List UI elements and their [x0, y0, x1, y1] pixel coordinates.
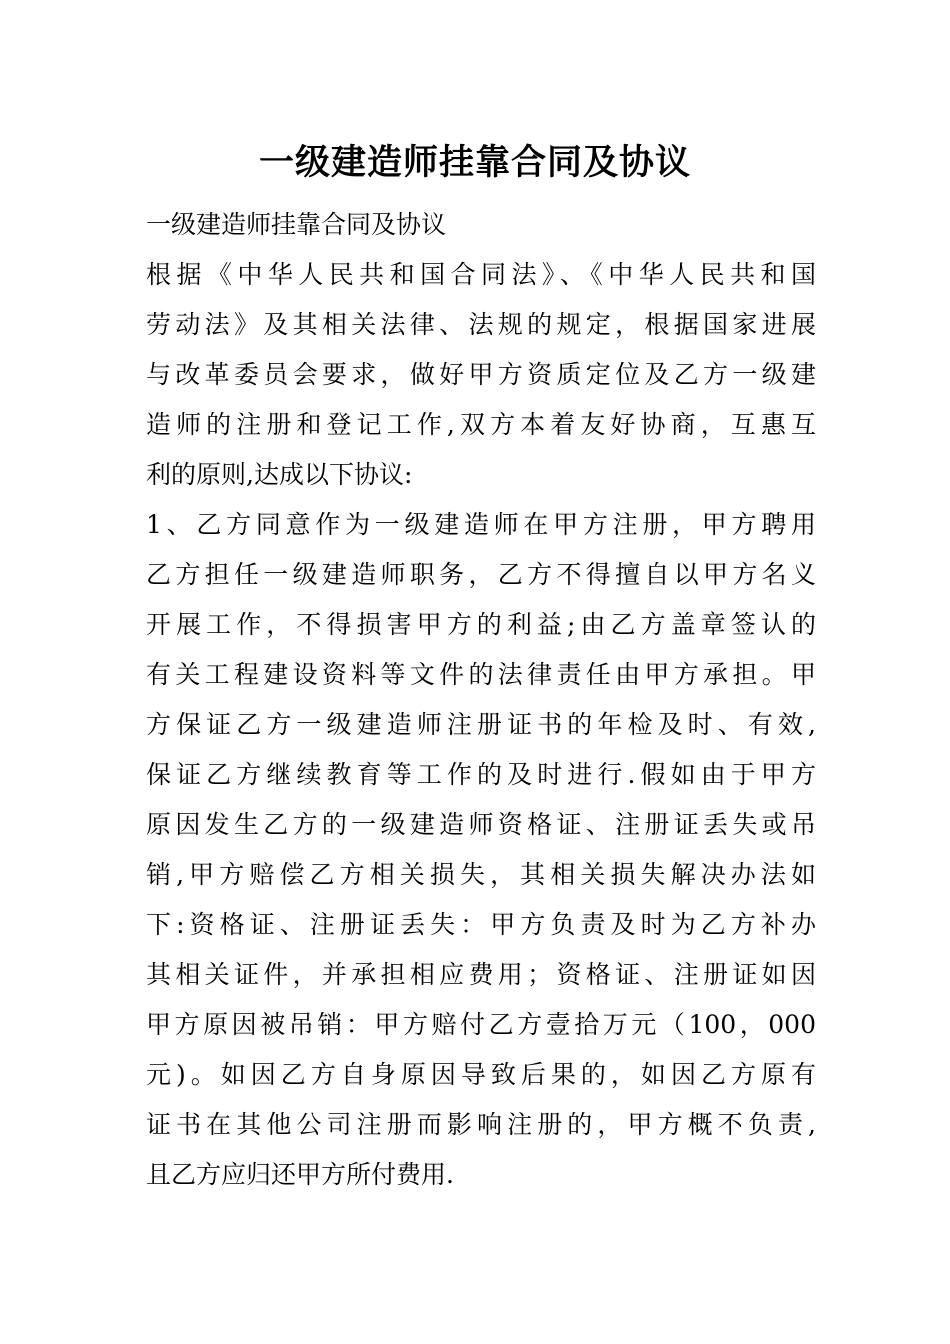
paragraph-line: 且乙方应归还甲方所付费用.: [146, 1160, 454, 1189]
paragraph-line: 造师的注册和登记工作,双方本着友好协商，互惠互: [146, 410, 816, 439]
paragraph-line: 销,甲方赔偿乙方相关损失，其相关损失解决办法如: [146, 860, 816, 889]
paragraph-line: 其相关证件，并承担相应费用；资格证、注册证如因: [146, 960, 816, 989]
paragraph-line: 1、乙方同意作为一级建造师在甲方注册，甲方聘用: [146, 510, 816, 539]
document-body: [146, 200, 816, 1200]
paragraph-line: 与改革委员会要求，做好甲方资质定位及乙方一级建: [146, 360, 816, 389]
document-title: 一级建造师挂靠合同及协议: [258, 142, 691, 183]
paragraph-line: 方保证乙方一级建造师注册证书的年检及时、有效,: [146, 710, 816, 739]
paragraph-line: 下:资格证、注册证丢失：甲方负责及时为乙方补办: [146, 910, 816, 939]
paragraph-line: 甲方原因被吊销：甲方赔付乙方壹拾万元（100，000: [146, 1010, 816, 1039]
paragraph-line: 有关工程建设资料等文件的法律责任由甲方承担。甲: [146, 660, 816, 689]
subtitle-line: 一级建造师挂靠合同及协议: [146, 210, 447, 239]
paragraph-line: 劳动法》及其相关法律、法规的规定，根据国家进展: [146, 310, 816, 339]
paragraph-line: 开展工作，不得损害甲方的利益;由乙方盖章签认的: [146, 610, 816, 639]
paragraph-line: 元)。如因乙方自身原因导致后果的，如因乙方原有: [146, 1060, 816, 1089]
paragraph-line: 保证乙方继续教育等工作的及时进行.假如由于甲方: [146, 760, 816, 789]
paragraph-line: 原因发生乙方的一级建造师资格证、注册证丢失或吊: [146, 810, 816, 839]
paragraph-line: 根据《中华人民共和国合同法》、《中华人民共和国: [146, 260, 816, 289]
paragraph-line: 证书在其他公司注册而影响注册的，甲方概不负责,: [146, 1110, 816, 1139]
paragraph-line: 乙方担任一级建造师职务，乙方不得擅自以甲方名义: [146, 560, 816, 589]
paragraph-line: 利的原则,达成以下协议:: [146, 460, 413, 489]
